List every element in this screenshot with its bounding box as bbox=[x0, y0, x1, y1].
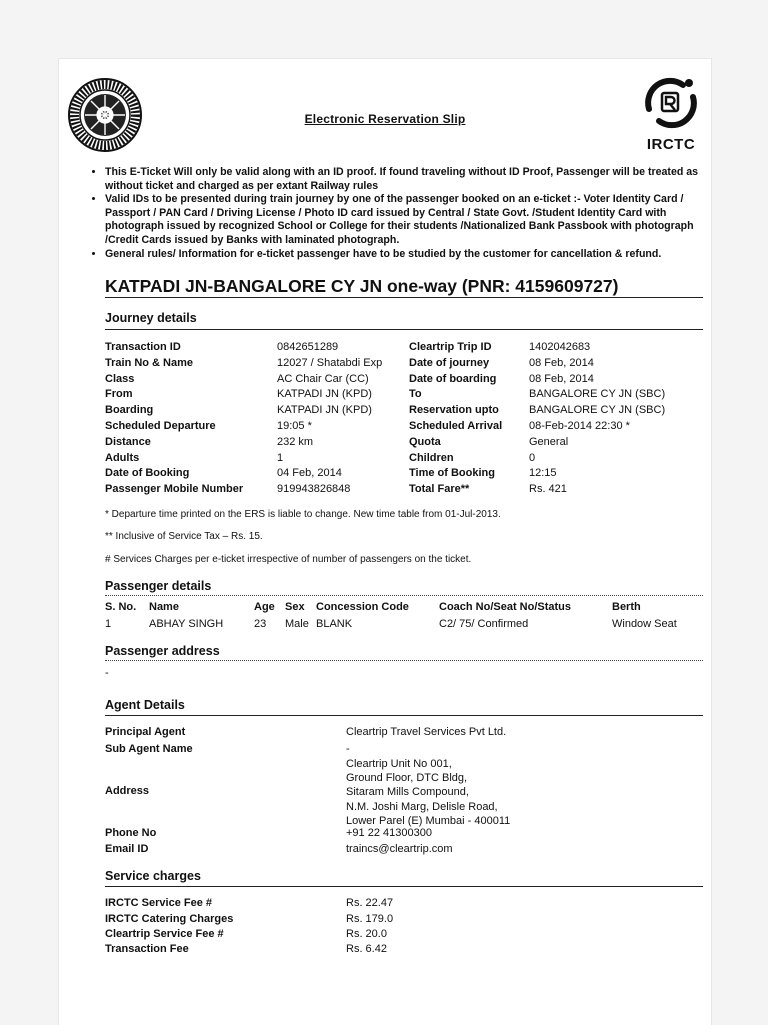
address-line: Ground Floor, DTC Bldg, bbox=[346, 772, 468, 785]
value-email: traincs@cleartrip.com bbox=[346, 843, 453, 855]
value-date-boarding: 08 Feb, 2014 bbox=[529, 372, 594, 385]
value-irctc-fee: Rs. 22.47 bbox=[346, 897, 394, 909]
rules-list bbox=[89, 166, 715, 261]
label-transaction-fee: Transaction Fee bbox=[105, 943, 189, 955]
address-line: Lower Parel (E) Mumbai - 400011 bbox=[346, 814, 511, 827]
journey-divider bbox=[105, 329, 703, 330]
value-quota: General bbox=[529, 435, 569, 448]
journey-left-labels bbox=[105, 340, 243, 498]
label-address: Address bbox=[105, 785, 150, 797]
value-catering: Rs. 179.0 bbox=[346, 913, 394, 925]
slip-title: Electronic Reservation Slip bbox=[304, 112, 466, 126]
label-train: Train No & Name bbox=[105, 356, 194, 369]
journey-left-values bbox=[277, 340, 382, 498]
col-name: Name bbox=[149, 601, 179, 613]
passenger-age: 23 bbox=[254, 618, 267, 630]
journey-right-values bbox=[529, 340, 665, 498]
service-divider bbox=[105, 886, 703, 887]
value-date-booking: 04 Feb, 2014 bbox=[277, 467, 342, 480]
label-total-fare: Total Fare** bbox=[409, 483, 470, 496]
label-from: From bbox=[105, 388, 133, 401]
value-distance: 232 km bbox=[277, 435, 314, 448]
value-transaction-fee: Rs. 6.42 bbox=[346, 943, 387, 955]
value-sub-agent: - bbox=[346, 743, 350, 755]
label-adults: Adults bbox=[105, 451, 140, 464]
value-adults: 1 bbox=[277, 451, 284, 464]
e-ticket-page bbox=[58, 58, 712, 1025]
address-line: Cleartrip Unit No 001, bbox=[346, 758, 452, 770]
value-class: AC Chair Car (CC) bbox=[277, 372, 369, 385]
label-date-booking: Date of Booking bbox=[105, 467, 190, 480]
route-title: KATPADI JN-BANGALORE CY JN one-way (PNR: 4159609727) bbox=[105, 276, 619, 296]
value-address bbox=[346, 757, 510, 828]
passenger-name: ABHAY SINGH bbox=[149, 618, 224, 630]
value-reservation-upto: BANGALORE CY JN (SBC) bbox=[529, 404, 666, 417]
value-children: 0 bbox=[529, 451, 536, 464]
label-boarding: Boarding bbox=[105, 404, 154, 417]
value-time-booking: 12:15 bbox=[529, 467, 557, 480]
address-section-title: Passenger address bbox=[105, 644, 220, 658]
address-line: N.M. Joshi Marg, Delisle Road, bbox=[346, 800, 498, 813]
irctc-logo-text: IRCTC bbox=[646, 136, 696, 153]
label-departure: Scheduled Departure bbox=[105, 419, 216, 432]
note-service-charges: # Services Charges per e-ticket irrespective of number of passengers on the ticket. bbox=[105, 554, 472, 565]
value-arrival: 08-Feb-2014 22:30 * bbox=[529, 419, 630, 432]
value-trip-id: 1402042683 bbox=[529, 341, 591, 353]
value-phone: +91 22 41300300 bbox=[346, 827, 432, 839]
address-divider bbox=[105, 660, 703, 661]
label-email: Email ID bbox=[105, 843, 149, 855]
label-principal-agent: Principal Agent bbox=[105, 726, 186, 738]
label-to: To bbox=[409, 388, 422, 401]
col-sex: Sex bbox=[285, 601, 305, 613]
passenger-concession: BLANK bbox=[316, 618, 353, 630]
service-section-title: Service charges bbox=[105, 869, 201, 883]
label-phone: Phone No bbox=[105, 827, 157, 839]
value-date-journey: 08 Feb, 2014 bbox=[529, 356, 594, 369]
address-line: Sitaram Mills Compound, bbox=[346, 786, 469, 799]
passenger-berth: Window Seat bbox=[612, 618, 677, 630]
label-transaction-id: Transaction ID bbox=[105, 341, 181, 353]
agent-divider bbox=[105, 715, 703, 716]
note-departure: * Departure time printed on the ERS is liable to change. New time table from 01-Jul-2013. bbox=[105, 509, 501, 520]
label-mobile: Passenger Mobile Number bbox=[105, 483, 244, 496]
value-from: KATPADI JN (KPD) bbox=[277, 388, 372, 401]
label-trip-id: Cleartrip Trip ID bbox=[409, 341, 492, 353]
value-to: BANGALORE CY JN (SBC) bbox=[529, 388, 666, 401]
rule-id-proof: • This E-Ticket Will only be valid along with an ID proof. If found traveling without ID Proof, Passenger will be treated as without ticket and charged as per extant Railway rules bbox=[105, 166, 715, 193]
journey-right-labels bbox=[409, 340, 502, 498]
label-time-booking: Time of Booking bbox=[409, 467, 495, 480]
value-total-fare: Rs. 421 bbox=[529, 483, 567, 496]
passenger-section-title: Passenger details bbox=[105, 579, 212, 593]
label-irctc-fee: IRCTC Service Fee # bbox=[105, 897, 212, 909]
value-departure: 19:05 * bbox=[277, 419, 312, 432]
rule-general: • General rules/ Information for e-ticket passenger have to be studied by the customer for cancellation & refund. bbox=[105, 248, 715, 262]
col-sno: S. No. bbox=[105, 601, 137, 613]
label-reservation-upto: Reservation upto bbox=[409, 404, 499, 417]
value-transaction-id: 0842651289 bbox=[277, 341, 339, 353]
note-service-tax: ** Inclusive of Service Tax – Rs. 15. bbox=[105, 531, 263, 542]
agent-section-title: Agent Details bbox=[105, 698, 185, 712]
value-mobile: 919943826848 bbox=[277, 483, 351, 496]
route-divider bbox=[105, 297, 703, 298]
value-cleartrip-fee: Rs. 20.0 bbox=[346, 928, 387, 940]
label-sub-agent: Sub Agent Name bbox=[105, 743, 193, 755]
journey-section-title: Journey details bbox=[105, 311, 197, 325]
label-catering: IRCTC Catering Charges bbox=[105, 913, 234, 925]
value-principal-agent: Cleartrip Travel Services Pvt Ltd. bbox=[346, 726, 507, 738]
passenger-coach: C2/ 75/ Confirmed bbox=[439, 618, 529, 630]
label-arrival: Scheduled Arrival bbox=[409, 419, 503, 432]
label-date-boarding: Date of boarding bbox=[409, 372, 497, 385]
rule-valid-ids: • Valid IDs to be presented during train journey by one of the passenger booked on an e-ticket :- Voter Identity Card / Passport / PAN Card / Driving License / Photo ID card issued by Central / State Govt. /Student Identity Card with photograph issued by recognized School or College for their students /Nationalized Bank Passbook with photograph /Credit Cards issued by Banks with laminated photograph. bbox=[105, 193, 715, 247]
passenger-divider bbox=[105, 595, 703, 596]
passenger-sex: Male bbox=[285, 618, 309, 630]
col-berth: Berth bbox=[612, 601, 641, 613]
label-date-journey: Date of journey bbox=[409, 356, 490, 369]
passenger-address-value: - bbox=[105, 667, 109, 679]
label-quota: Quota bbox=[409, 435, 441, 448]
value-train: 12027 / Shatabdi Exp bbox=[277, 356, 383, 369]
value-boarding: KATPADI JN (KPD) bbox=[277, 404, 372, 417]
col-coach: Coach No/Seat No/Status bbox=[439, 601, 572, 613]
label-distance: Distance bbox=[105, 435, 151, 448]
passenger-sno: 1 bbox=[105, 618, 112, 630]
col-age: Age bbox=[254, 601, 275, 613]
label-children: Children bbox=[409, 451, 454, 464]
label-class: Class bbox=[105, 372, 135, 385]
label-cleartrip-fee: Cleartrip Service Fee # bbox=[105, 928, 224, 940]
col-concession: Concession Code bbox=[316, 601, 409, 613]
